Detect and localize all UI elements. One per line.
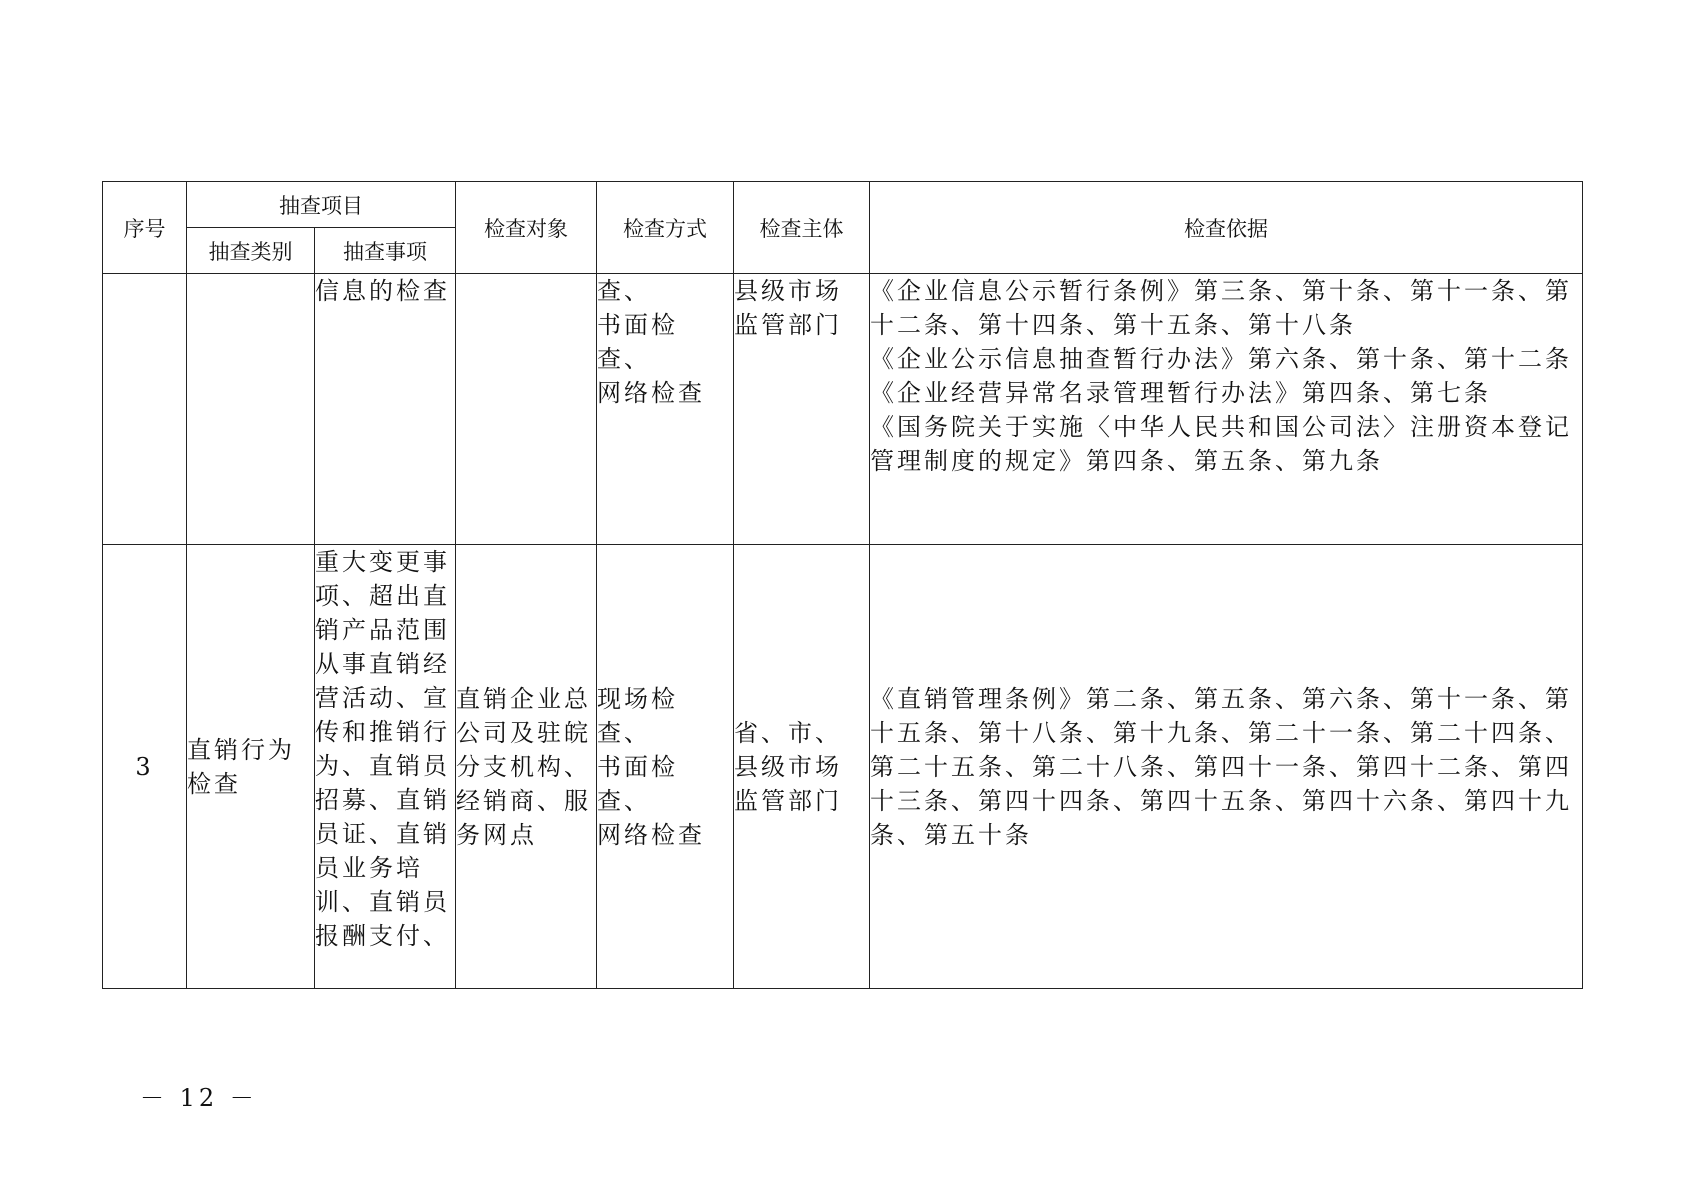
table-row [103, 274, 1583, 545]
basis-line: 《企业信息公示暂行条例》第三条、第十条、第十一条、第十二条、第十四条、第十五条、第十八条 [870, 277, 1572, 339]
row-category [187, 274, 315, 545]
basis-line: 《企业经营异常名录管理暂行办法》第四条、第七条 [870, 379, 1491, 407]
row-subject [734, 274, 870, 545]
row-category: 直销行为检查 [187, 545, 315, 989]
row-subject [734, 545, 870, 989]
header-method: 检查方式 [597, 182, 734, 274]
page-number: － 12 － [140, 1084, 258, 1112]
header-spot-check-items: 抽查项目 [187, 182, 456, 228]
method-line: 书面检 [597, 752, 678, 781]
row-target [456, 274, 597, 545]
method-line: 现场检 [597, 684, 678, 713]
basis-line: 《企业公示信息抽查暂行办法》第六条、第十条、第十二条 [870, 345, 1572, 373]
method-line: 查、 [597, 786, 651, 815]
header-subject: 检查主体 [734, 182, 870, 274]
subject-line: 监管部门 [734, 311, 842, 339]
row-method [597, 545, 734, 989]
row-basis [870, 545, 1583, 989]
method-line: 查、 [597, 718, 651, 747]
row-index: 3 [103, 545, 187, 989]
table-header [103, 182, 1583, 274]
method-line: 书面检 [597, 311, 678, 339]
header-matter: 抽查事项 [315, 228, 456, 274]
row-basis [870, 274, 1583, 545]
row-index [103, 274, 187, 545]
row-matter: 重大变更事项、超出直销产品范围从事直销经营活动、宣传和推销行为、直销员招募、直销员证、直销员业务培训、直销员报酬支付、 [315, 545, 456, 989]
method-line: 查、 [597, 345, 651, 373]
table-row [103, 545, 1583, 989]
method-line: 网络检查 [597, 820, 705, 849]
header-target: 检查对象 [456, 182, 597, 274]
row-method [597, 274, 734, 545]
inspection-table-wrapper [102, 181, 1582, 989]
subject-line: 省、市、 [734, 718, 842, 747]
row-matter: 信息的检查 [315, 274, 456, 545]
subject-line: 监管部门 [734, 786, 842, 815]
subject-line: 县级市场 [734, 277, 842, 305]
inspection-table [102, 181, 1583, 989]
row-target: 直销企业总公司及驻皖分支机构、经销商、服务网点 [456, 545, 597, 989]
header-index: 序号 [103, 182, 187, 274]
header-category: 抽查类别 [187, 228, 315, 274]
subject-line: 县级市场 [734, 752, 842, 781]
method-line: 网络检查 [597, 379, 705, 407]
method-line: 查、 [597, 277, 651, 305]
header-basis: 检查依据 [870, 182, 1583, 274]
basis-line: 《国务院关于实施〈中华人民共和国公司法〉注册资本登记管理制度的规定》第四条、第五条、第九条 [870, 413, 1572, 475]
basis-line: 《直销管理条例》第二条、第五条、第六条、第十一条、第十五条、第十八条、第十九条、第二十一条、第二十四条、第二十五条、第二十八条、第四十一条、第四十二条、第四十三条、第四十四条、第四十五条、第四十六条、第四十九条、第五十条 [870, 684, 1572, 849]
